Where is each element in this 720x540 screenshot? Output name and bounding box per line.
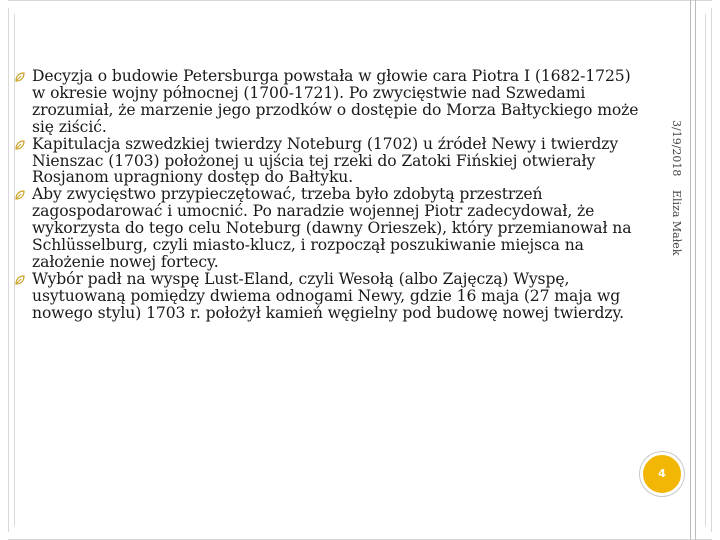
slide-date: 3/19/2018 <box>670 120 683 177</box>
bullet-item <box>14 271 644 322</box>
bullet-text: Kapitulacja szwedzkiej twierdzy Noteburg (1702) u źródeł Newy i twierdzy Nienszac (1703) położonej u ujścia tej rzeki do Zatoki Fińskiej otwierały Rosjanom upragniony dostęp do Bałtyku. <box>32 134 619 187</box>
right-rule-secondary <box>695 0 696 540</box>
leaf-bullet-icon <box>14 139 26 151</box>
leaf-bullet-icon <box>14 189 26 201</box>
page-number-badge <box>640 452 684 496</box>
page-number: 4 <box>658 467 666 480</box>
frame-top-border <box>8 0 712 1</box>
bullet-text: Wybór padł na wyspę Lust-Eland, czyli Wesołą (albo Zajęczą) Wyspę, usytuowaną pomiędzy dwiema odnogami Newy, gdzie 16 maja (27 maja wg nowego stylu) 1703 r. położył kamień węgielny pod budowę nowej twierdzy. <box>32 269 624 322</box>
right-rule <box>690 0 691 540</box>
bullet-item <box>14 186 644 271</box>
bullet-item <box>14 68 644 136</box>
bullet-list <box>14 68 644 322</box>
bullet-text: Aby zwycięstwo przypieczętować, trzeba było zdobytą przestrzeń zagospodarować i umocnić. Po naradzie wojennej Piotr zadecydował, że wykorzysta do tego celu Noteburg (dawny Orieszek), który przemianował na Schlüsselburg, czyli miasto-klucz, i rozpoczął poszukiwanie miejsca na założenie nowej fortecy. <box>32 185 632 271</box>
bullet-item <box>14 136 644 187</box>
slide-author: Eliza Małek <box>670 190 683 256</box>
leaf-bullet-icon <box>14 274 26 286</box>
bullet-text: Decyzja o budowie Petersburga powstała w głowie cara Piotra I (1682-1725) w okresie wojny północnej (1700-1721). Po zwycięstwie nad Szwedami zrozumiał, że marzenie jego przodków o dostępie do Morza Bałtyckiego może się ziścić. <box>32 67 639 136</box>
leaf-bullet-icon <box>14 71 26 83</box>
